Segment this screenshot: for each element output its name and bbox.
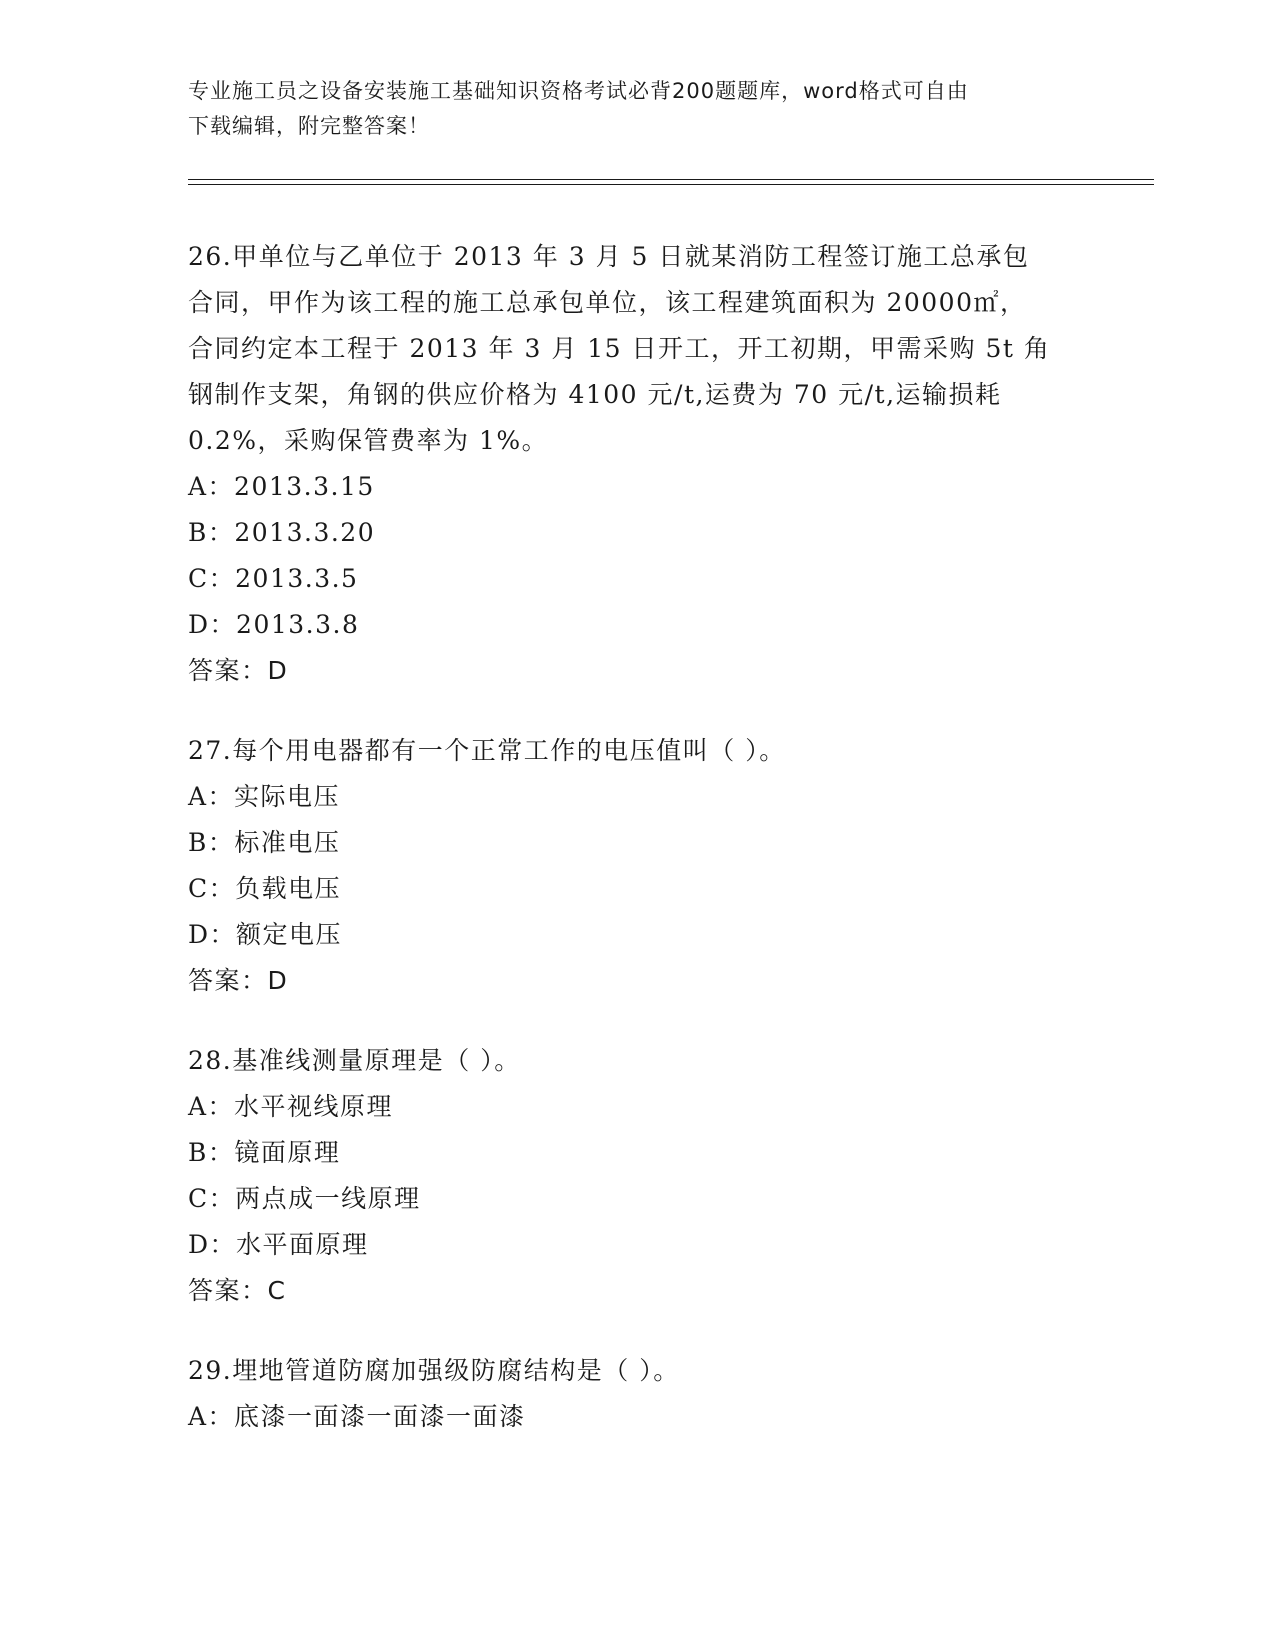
question-stem-line: 26.甲单位与乙单位于 2013 年 3 月 5 日就某消防工程签订施工总承包: [188, 242, 1030, 271]
option-d: D：水平面原理: [188, 1230, 369, 1259]
option-b: B：2013.3.20: [188, 518, 376, 547]
option-a: A：底漆一面漆一面漆一面漆: [188, 1402, 526, 1431]
option-d: D：2013.3.8: [188, 610, 360, 639]
option-b: B：标准电压: [188, 828, 341, 857]
answer: 答案：D: [188, 656, 289, 685]
question-stem-line: 28.基准线测量原理是（ ）。: [188, 1046, 521, 1075]
option-b: B：镜面原理: [188, 1138, 341, 1167]
option-c: C：2013.3.5: [188, 564, 359, 593]
question-list: [188, 234, 1078, 1440]
question-stem-line: 合同，甲作为该工程的施工总承包单位，该工程建筑面积为 20000㎡，: [188, 288, 1027, 317]
option-a: A：水平视线原理: [188, 1092, 394, 1121]
question-28: [188, 1038, 1078, 1314]
header-divider-top: [188, 179, 1154, 180]
option-a: A：2013.3.15: [188, 472, 375, 501]
question-stem-line: 27.每个用电器都有一个正常工作的电压值叫（ ）。: [188, 736, 786, 765]
question-stem-line: 钢制作支架，角钢的供应价格为 4100 元/t,运费为 70 元/t,运输损耗: [188, 380, 1002, 409]
answer: 答案：D: [188, 966, 289, 995]
answer: 答案：C: [188, 1276, 287, 1305]
header-divider-bottom: [188, 184, 1154, 185]
header-line-2: 下载编辑，附完整答案！: [188, 114, 430, 138]
document-header: [188, 74, 1088, 144]
option-c: C：两点成一线原理: [188, 1184, 421, 1213]
question-29: [188, 1348, 1078, 1440]
option-d: D：额定电压: [188, 920, 343, 949]
question-stem-line: 合同约定本工程于 2013 年 3 月 15 日开工，开工初期，甲需采购 5t 角: [188, 334, 1051, 363]
question-27: [188, 728, 1078, 1004]
question-stem-line: 29.埋地管道防腐加强级防腐结构是（ ）。: [188, 1356, 680, 1385]
header-line-1: 专业施工员之设备安装施工基础知识资格考试必背200题题库，word格式可自由: [188, 79, 969, 103]
question-26: [188, 234, 1078, 694]
option-a: A：实际电压: [188, 782, 341, 811]
option-c: C：负载电压: [188, 874, 342, 903]
question-stem-line: 0.2%，采购保管费率为 1%。: [188, 426, 549, 455]
